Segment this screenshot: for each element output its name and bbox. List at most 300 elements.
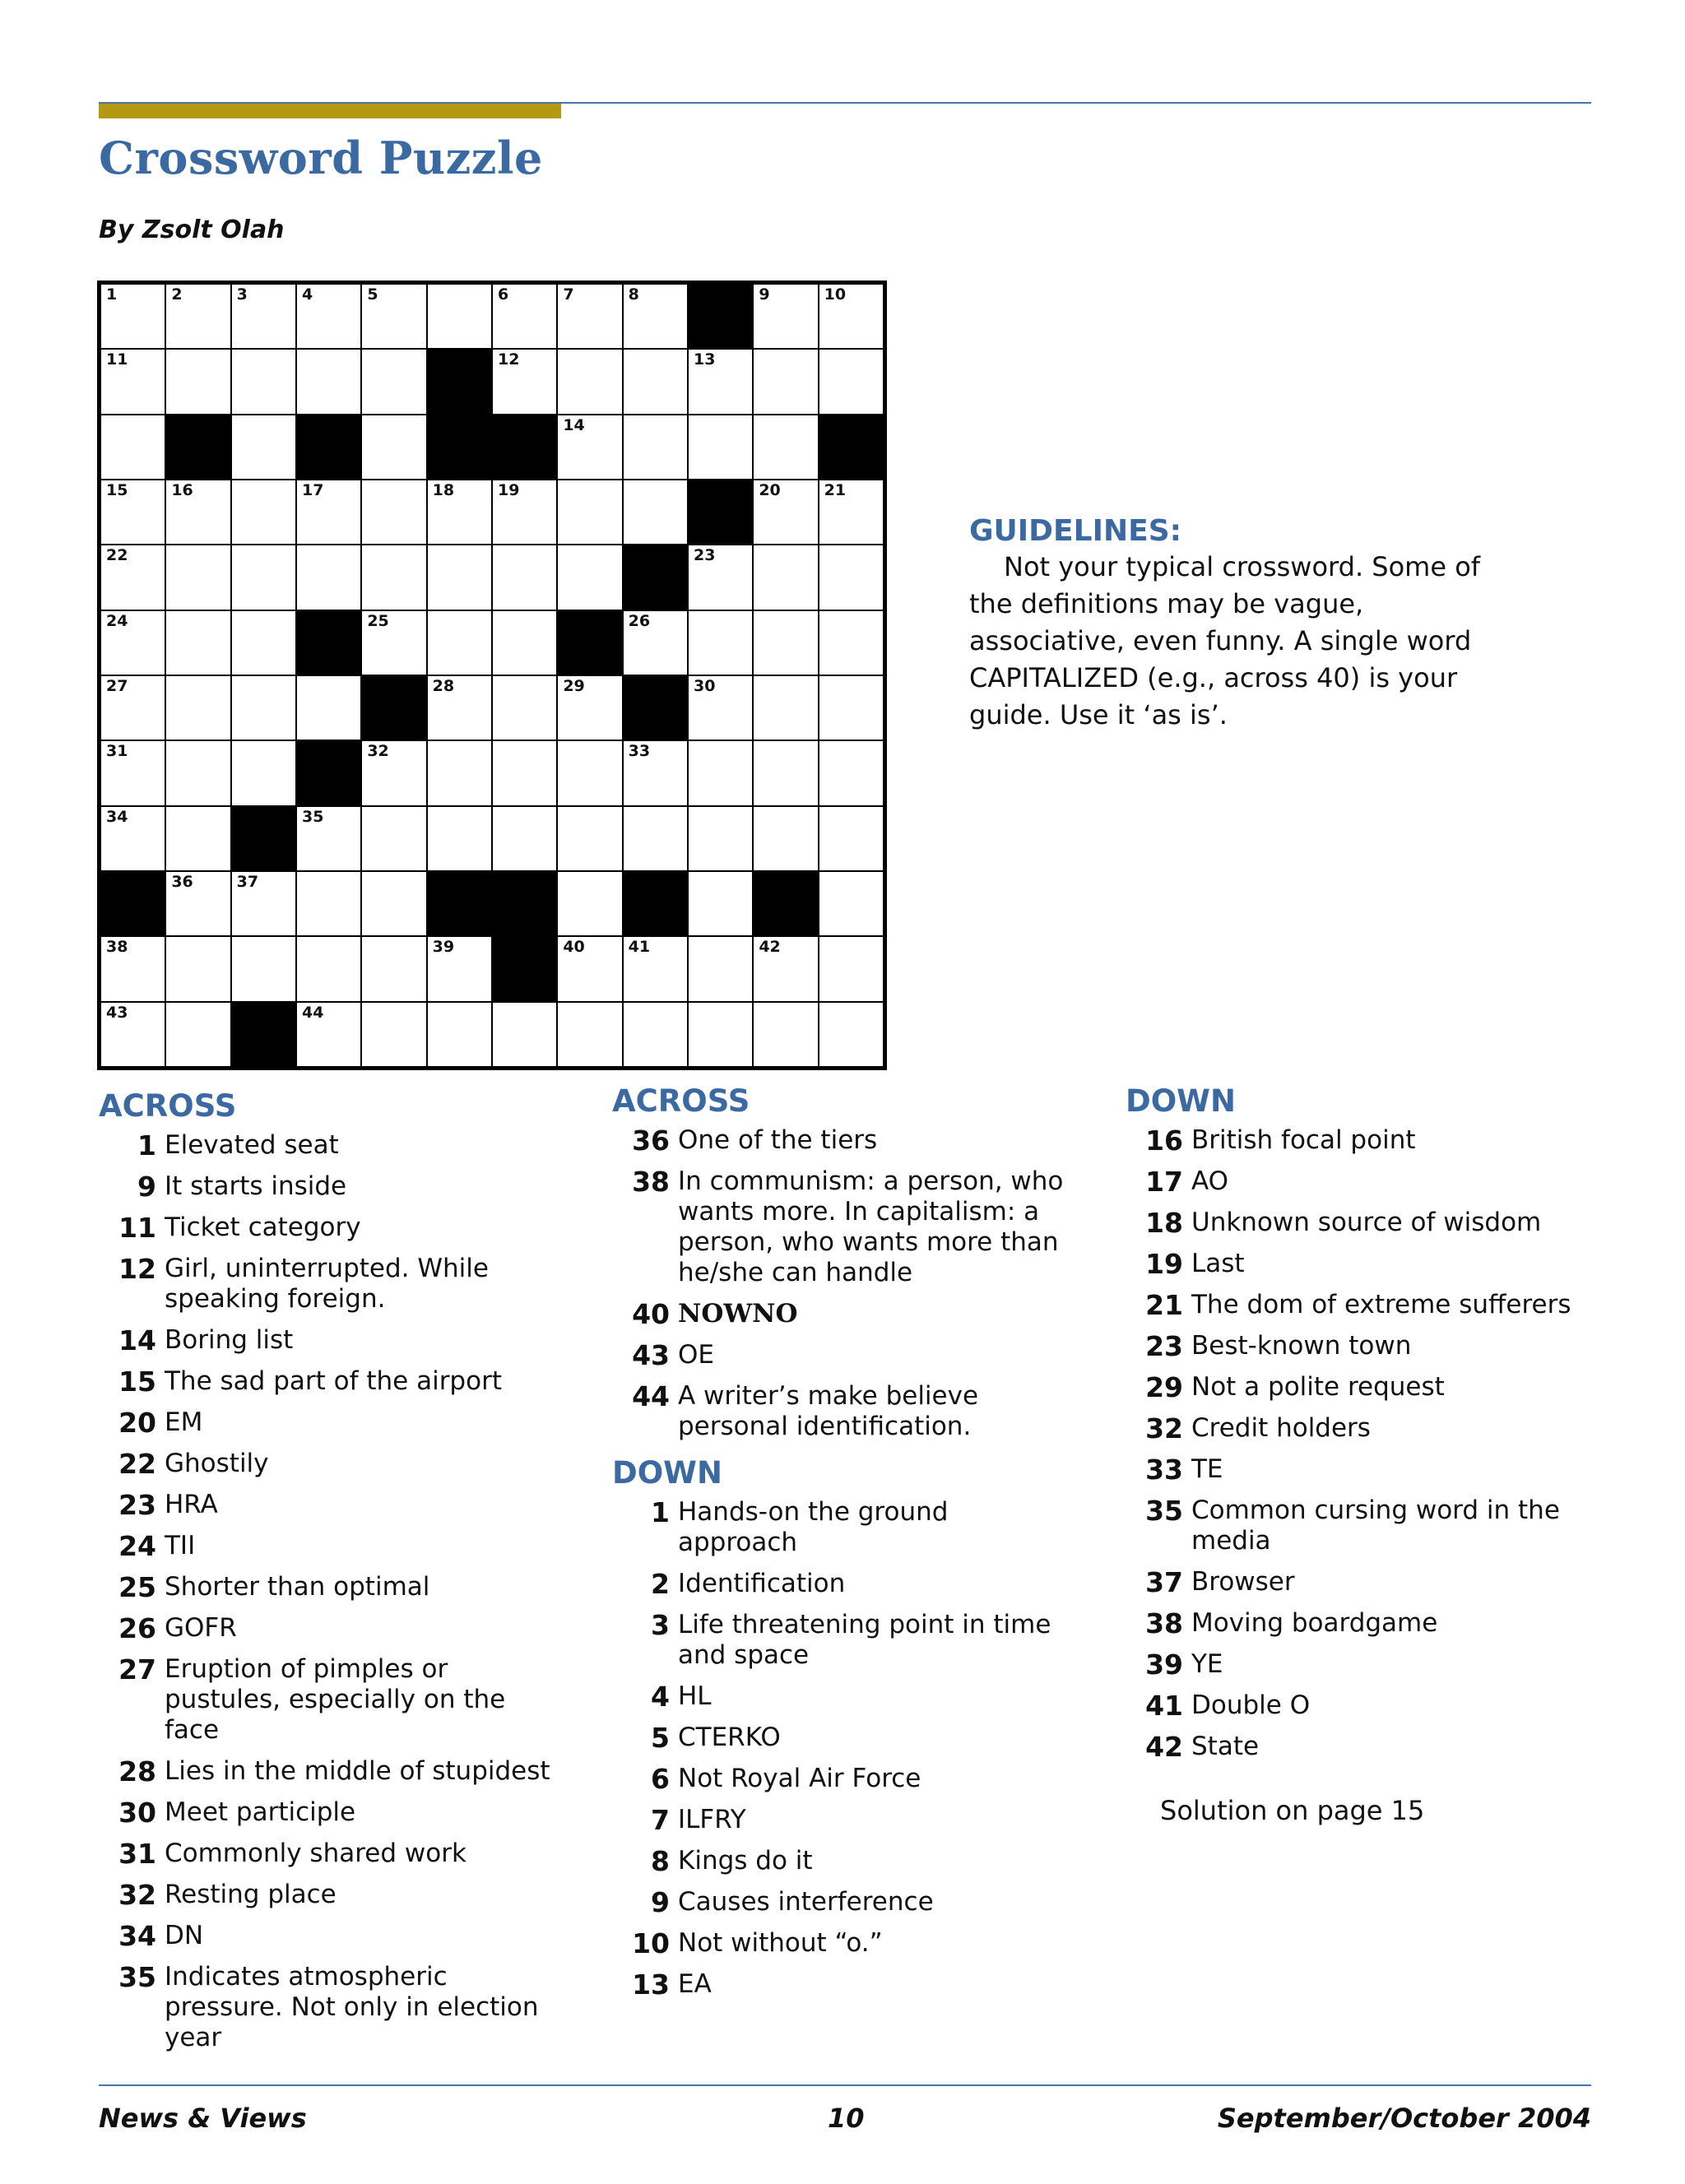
clue-text: One of the tiers: [678, 1125, 878, 1155]
grid-cell-number: 38: [106, 938, 128, 957]
clue-item: [1126, 1567, 1586, 1597]
grid-cell-black: [624, 676, 687, 740]
clue-number: 35: [1145, 1495, 1183, 1527]
grid-cell[interactable]: [101, 350, 165, 413]
clue-item: [612, 1764, 1073, 1794]
clue-number: 8: [651, 1845, 670, 1877]
footer-publication: News & Views: [99, 2103, 307, 2134]
grid-cell[interactable]: [362, 741, 425, 805]
grid-cell[interactable]: [362, 611, 425, 675]
grid-cell[interactable]: [819, 1003, 883, 1066]
grid-cell-number: 40: [563, 938, 585, 957]
clue-text: TE: [1191, 1454, 1223, 1484]
clue-item: [612, 1569, 1073, 1599]
grid-cell[interactable]: [166, 872, 230, 935]
grid-cell-number: 39: [432, 938, 455, 957]
clue-text: State: [1191, 1732, 1260, 1761]
grid-cell[interactable]: [754, 480, 817, 544]
clue-text: Shorter than optimal: [165, 1572, 430, 1602]
grid-cell[interactable]: [624, 937, 687, 1000]
clue-number: 12: [118, 1253, 156, 1285]
grid-cell[interactable]: [232, 937, 295, 1000]
grid-cell-number: 2: [171, 285, 183, 304]
clue-number: 21: [1145, 1289, 1183, 1321]
grid-cell[interactable]: [819, 285, 883, 348]
clue-number: 36: [632, 1124, 670, 1157]
grid-cell-number: 19: [498, 481, 520, 499]
grid-cell[interactable]: [754, 807, 817, 870]
clue-item: [1126, 1454, 1586, 1485]
clue-item: [612, 1723, 1073, 1753]
clue-text: CTERKO: [678, 1723, 781, 1752]
clue-item: [612, 1340, 1073, 1370]
clue-number: 39: [1145, 1648, 1183, 1681]
grid-cell-black: [166, 415, 230, 479]
grid-cell-number: 25: [367, 611, 389, 630]
grid-cell[interactable]: [166, 480, 230, 544]
grid-cell[interactable]: [297, 807, 360, 870]
grid-cell[interactable]: [362, 872, 425, 935]
grid-cell-number: 10: [824, 285, 847, 304]
clue-text: Unknown source of wisdom: [1191, 1208, 1542, 1237]
clue-number: 31: [118, 1838, 156, 1870]
clue-text: Best-known town: [1191, 1331, 1412, 1361]
clue-number: 9: [651, 1886, 670, 1918]
grid-cell[interactable]: [493, 350, 556, 413]
clue-item: [99, 1366, 559, 1397]
grid-cell[interactable]: [362, 545, 425, 609]
clue-item: [612, 1928, 1073, 1959]
clue-text: Kings do it: [678, 1846, 813, 1876]
clue-text: HL: [678, 1681, 712, 1711]
grid-cell-number: 13: [694, 350, 716, 369]
clue-text: A writer’s make believe personal identification.: [678, 1381, 979, 1441]
clue-text: Life threatening point in time and space: [678, 1610, 1051, 1670]
grid-cell[interactable]: [493, 807, 556, 870]
grid-cell-number: 16: [171, 481, 193, 499]
grid-cell[interactable]: [558, 415, 621, 479]
grid-cell[interactable]: [754, 676, 817, 740]
grid-cell[interactable]: [362, 285, 425, 348]
clue-item: [99, 1407, 559, 1438]
footer-rule: [99, 2084, 1591, 2086]
grid-cell[interactable]: [166, 1003, 230, 1066]
grid-cell[interactable]: [689, 807, 752, 870]
clue-number: 33: [1145, 1454, 1183, 1486]
clue-number: 18: [1145, 1207, 1183, 1239]
clue-text: EA: [678, 1969, 712, 1999]
clue-text: Lies in the middle of stupidest: [165, 1756, 550, 1786]
grid-cell[interactable]: [493, 545, 556, 609]
grid-cell[interactable]: [689, 415, 752, 479]
grid-cell-number: 1: [106, 285, 118, 304]
clue-number: 3: [651, 1609, 670, 1641]
grid-cell[interactable]: [689, 872, 752, 935]
across-clue-list-continued: [612, 1125, 1073, 1442]
grid-cell[interactable]: [754, 741, 817, 805]
grid-cell-number: 6: [498, 285, 509, 304]
grid-cell-black: [624, 872, 687, 935]
clue-item: [99, 1756, 559, 1787]
grid-cell[interactable]: [166, 545, 230, 609]
grid-cell[interactable]: [101, 545, 165, 609]
clue-number: 43: [632, 1339, 670, 1371]
grid-cell-black: [493, 415, 556, 479]
grid-cell[interactable]: [754, 415, 817, 479]
clue-text: EM: [165, 1407, 203, 1437]
grid-cell[interactable]: [428, 937, 491, 1000]
grid-cell-number: 5: [367, 285, 378, 304]
clue-item: [99, 1130, 559, 1161]
grid-cell-black: [232, 807, 295, 870]
grid-cell-black: [558, 611, 621, 675]
grid-cell[interactable]: [558, 350, 621, 413]
grid-cell[interactable]: [297, 285, 360, 348]
grid-cell[interactable]: [362, 350, 425, 413]
clue-item: [612, 1125, 1073, 1156]
grid-cell[interactable]: [819, 480, 883, 544]
grid-cell[interactable]: [819, 872, 883, 935]
grid-cell[interactable]: [428, 545, 491, 609]
grid-cell[interactable]: [493, 285, 556, 348]
grid-cell[interactable]: [819, 350, 883, 413]
clue-item: [99, 1531, 559, 1561]
down-clue-list-continued: [1126, 1125, 1586, 1762]
grid-cell-number: 30: [694, 677, 716, 695]
grid-cell-number: 9: [759, 285, 770, 304]
grid-cell[interactable]: [297, 480, 360, 544]
grid-cell[interactable]: [624, 350, 687, 413]
grid-cell-black: [428, 415, 491, 479]
grid-cell[interactable]: [558, 872, 621, 935]
clue-number: 14: [118, 1324, 156, 1356]
clue-item: [1126, 1331, 1586, 1361]
clue-item: [612, 1381, 1073, 1442]
clue-item: [1126, 1208, 1586, 1238]
grid-cell-number: 3: [236, 285, 248, 304]
clue-text: The dom of extreme sufferers: [1191, 1290, 1571, 1319]
clue-item: [99, 1572, 559, 1602]
grid-cell[interactable]: [428, 480, 491, 544]
clue-item: [612, 1805, 1073, 1835]
grid-cell-number: 32: [367, 742, 389, 761]
clue-number: 25: [118, 1571, 156, 1603]
grid-cell-number: 28: [432, 677, 455, 695]
clue-text: Meet participle: [165, 1797, 356, 1827]
clue-text: YE: [1191, 1649, 1223, 1679]
clue-text: Credit holders: [1191, 1413, 1371, 1443]
grid-cell[interactable]: [101, 1003, 165, 1066]
grid-cell-black: [362, 676, 425, 740]
grid-cell[interactable]: [101, 285, 165, 348]
clue-item: [1126, 1608, 1586, 1639]
grid-cell-number: 26: [628, 611, 651, 630]
down-clue-list: [612, 1497, 1073, 2000]
grid-cell[interactable]: [362, 480, 425, 544]
clue-number: 28: [118, 1755, 156, 1788]
grid-cell[interactable]: [624, 1003, 687, 1066]
clue-text: DN: [165, 1921, 204, 1950]
clue-text: Hands-on the ground approach: [678, 1497, 949, 1557]
clue-item: [1126, 1649, 1586, 1680]
clue-number: 42: [1145, 1731, 1183, 1763]
guidelines-heading: GUIDELINES:: [969, 514, 1182, 548]
grid-cell-number: 11: [106, 350, 128, 369]
grid-cell[interactable]: [232, 741, 295, 805]
clue-number: 16: [1145, 1124, 1183, 1157]
grid-cell[interactable]: [362, 1003, 425, 1066]
grid-cell[interactable]: [297, 937, 360, 1000]
grid-cell[interactable]: [232, 545, 295, 609]
grid-cell[interactable]: [362, 415, 425, 479]
grid-cell-number: 15: [106, 481, 128, 499]
across-clue-list: [99, 1130, 559, 2053]
clue-number: 6: [651, 1763, 670, 1795]
clue-text: In communism: a person, who wants more. In capitalism: a person, who wants more than he/she can handle: [678, 1166, 1064, 1287]
clue-item: [99, 1654, 559, 1746]
clue-item: [612, 1846, 1073, 1876]
grid-cell[interactable]: [819, 937, 883, 1000]
guidelines-body: Not your typical crossword. Some of the definitions may be vague, associative, even funny. A single word CAPITALIZED (e.g., across 40) is your guide. Use it ‘as is’.: [969, 551, 1481, 730]
grid-cell[interactable]: [624, 741, 687, 805]
grid-cell[interactable]: [166, 350, 230, 413]
grid-cell[interactable]: [493, 1003, 556, 1066]
clue-item: [1126, 1166, 1586, 1197]
clue-item: [1126, 1495, 1586, 1556]
grid-cell-black: [624, 545, 687, 609]
grid-cell[interactable]: [819, 611, 883, 675]
grid-cell-number: 33: [628, 742, 651, 761]
grid-cell-number: 34: [106, 807, 128, 826]
grid-cell[interactable]: [428, 285, 491, 348]
clue-text: Resting place: [165, 1880, 337, 1909]
grid-cell[interactable]: [232, 285, 295, 348]
grid-cell-black: [297, 415, 360, 479]
grid-cell[interactable]: [101, 611, 165, 675]
clue-text: Last: [1191, 1249, 1245, 1278]
clue-column-1: [99, 1086, 559, 2064]
clue-number: 4: [651, 1681, 670, 1713]
grid-cell[interactable]: [493, 741, 556, 805]
page-title: Crossword Puzzle: [99, 132, 543, 184]
clue-text: British focal point: [1191, 1125, 1416, 1155]
clue-number: 26: [118, 1612, 156, 1644]
grid-cell[interactable]: [101, 480, 165, 544]
grid-cell[interactable]: [428, 676, 491, 740]
grid-cell[interactable]: [166, 676, 230, 740]
grid-cell[interactable]: [428, 807, 491, 870]
grid-cell[interactable]: [624, 807, 687, 870]
grid-cell-number: 23: [694, 546, 716, 565]
grid-cell[interactable]: [624, 480, 687, 544]
grid-cell[interactable]: [297, 872, 360, 935]
grid-cell[interactable]: [297, 676, 360, 740]
grid-cell[interactable]: [689, 676, 752, 740]
clue-number: 27: [118, 1653, 156, 1686]
grid-cell-black: [493, 937, 556, 1000]
grid-cell[interactable]: [232, 872, 295, 935]
grid-cell[interactable]: [754, 611, 817, 675]
clue-text: Moving boardgame: [1191, 1608, 1438, 1638]
grid-cell[interactable]: [689, 937, 752, 1000]
grid-cell[interactable]: [558, 545, 621, 609]
clue-text: Ghostily: [165, 1449, 269, 1478]
clue-number: 35: [118, 1961, 156, 1993]
clue-number: 11: [118, 1212, 156, 1244]
grid-cell[interactable]: [428, 1003, 491, 1066]
clue-item: [99, 1613, 559, 1644]
clue-item: [99, 1962, 559, 2053]
grid-cell[interactable]: [493, 480, 556, 544]
clue-text: HRA: [165, 1490, 218, 1519]
grid-cell[interactable]: [232, 415, 295, 479]
clue-text: AO: [1191, 1166, 1229, 1196]
grid-cell[interactable]: [166, 285, 230, 348]
grid-cell[interactable]: [819, 807, 883, 870]
grid-cell[interactable]: [101, 415, 165, 479]
grid-cell[interactable]: [428, 611, 491, 675]
grid-cell[interactable]: [689, 741, 752, 805]
grid-cell[interactable]: [166, 807, 230, 870]
grid-cell-black: [689, 480, 752, 544]
down-heading-continued: DOWN: [1126, 1083, 1236, 1119]
clue-text: Not a polite request: [1191, 1372, 1445, 1402]
grid-cell[interactable]: [754, 545, 817, 609]
grid-cell[interactable]: [232, 350, 295, 413]
clue-item: [99, 1171, 559, 1202]
clue-number: 5: [651, 1722, 670, 1754]
clue-item: [612, 1969, 1073, 2000]
grid-cell[interactable]: [689, 545, 752, 609]
clue-item: [1126, 1249, 1586, 1279]
grid-cell-number: 17: [302, 481, 324, 499]
grid-cell-number: 41: [628, 938, 651, 957]
footer-date: September/October 2004: [1217, 2103, 1591, 2134]
clue-text: Elevated seat: [165, 1130, 339, 1160]
grid-cell-number: 37: [236, 873, 259, 891]
clue-number: 20: [118, 1407, 156, 1439]
clue-number: 15: [118, 1366, 156, 1398]
clue-number: 23: [118, 1489, 156, 1521]
grid-cell[interactable]: [754, 937, 817, 1000]
grid-cell-number: 20: [759, 481, 781, 499]
grid-cell-black: [232, 1003, 295, 1066]
grid-cell[interactable]: [101, 676, 165, 740]
grid-cell[interactable]: [624, 285, 687, 348]
grid-cell-number: 43: [106, 1003, 128, 1022]
grid-cell[interactable]: [754, 285, 817, 348]
grid-cell[interactable]: [689, 611, 752, 675]
grid-cell[interactable]: [101, 741, 165, 805]
clue-number: 30: [118, 1797, 156, 1829]
clue-item: [612, 1299, 1073, 1329]
clue-text: NOWNO: [678, 1299, 798, 1328]
grid-cell[interactable]: [624, 415, 687, 479]
grid-cell-number: 24: [106, 611, 128, 630]
across-heading: ACROSS: [99, 1088, 237, 1124]
clue-number: 13: [632, 1968, 670, 2001]
clue-text: Not without “o.”: [678, 1928, 883, 1958]
grid-cell[interactable]: [166, 937, 230, 1000]
grid-cell[interactable]: [558, 285, 621, 348]
grid-cell[interactable]: [232, 676, 295, 740]
clue-number: 32: [1145, 1412, 1183, 1444]
grid-cell[interactable]: [754, 350, 817, 413]
grid-cell[interactable]: [558, 676, 621, 740]
grid-cell-number: 21: [824, 481, 847, 499]
clue-item: [612, 1610, 1073, 1671]
clue-number: 1: [137, 1129, 156, 1162]
grid-cell-number: 31: [106, 742, 128, 761]
grid-cell-black: [297, 741, 360, 805]
grid-cell-number: 29: [563, 677, 585, 695]
grid-cell[interactable]: [101, 937, 165, 1000]
clue-item: [99, 1449, 559, 1479]
grid-cell[interactable]: [297, 545, 360, 609]
grid-cell[interactable]: [819, 676, 883, 740]
clue-item: [1126, 1372, 1586, 1403]
grid-cell[interactable]: [689, 1003, 752, 1066]
clue-number: 34: [118, 1920, 156, 1952]
grid-cell[interactable]: [819, 741, 883, 805]
grid-cell[interactable]: [558, 937, 621, 1000]
grid-cell[interactable]: [754, 1003, 817, 1066]
grid-cell[interactable]: [624, 611, 687, 675]
grid-cell[interactable]: [558, 741, 621, 805]
clue-text: Indicates atmospheric pressure. Not only in election year: [165, 1962, 539, 2052]
clue-text: Girl, uninterrupted. While speaking foreign.: [165, 1254, 489, 1314]
grid-cell-number: 42: [759, 938, 781, 957]
grid-cell[interactable]: [101, 807, 165, 870]
clue-text: Double O: [1191, 1690, 1311, 1720]
clue-text: Commonly shared work: [165, 1839, 467, 1868]
grid-cell[interactable]: [297, 350, 360, 413]
grid-cell[interactable]: [232, 611, 295, 675]
clue-number: 17: [1145, 1166, 1183, 1198]
clue-item: [1126, 1125, 1586, 1156]
grid-cell[interactable]: [558, 807, 621, 870]
grid-cell[interactable]: [362, 807, 425, 870]
grid-cell[interactable]: [362, 937, 425, 1000]
grid-cell-black: [493, 872, 556, 935]
clue-number: 7: [651, 1804, 670, 1836]
grid-cell[interactable]: [689, 350, 752, 413]
grid-cell-number: 35: [302, 807, 324, 826]
clue-text: ILFRY: [678, 1805, 746, 1834]
grid-cell[interactable]: [558, 480, 621, 544]
grid-cell-number: 22: [106, 546, 128, 565]
grid-cell[interactable]: [166, 611, 230, 675]
clue-number: 29: [1145, 1371, 1183, 1403]
grid-cell[interactable]: [493, 611, 556, 675]
clue-number: 24: [118, 1530, 156, 1562]
grid-cell-number: 18: [432, 481, 455, 499]
grid-cell[interactable]: [232, 480, 295, 544]
grid-cell[interactable]: [558, 1003, 621, 1066]
clue-number: 38: [1145, 1607, 1183, 1639]
grid-cell[interactable]: [819, 545, 883, 609]
grid-cell[interactable]: [428, 741, 491, 805]
grid-cell[interactable]: [166, 741, 230, 805]
grid-cell[interactable]: [493, 676, 556, 740]
clue-text: Boring list: [165, 1325, 294, 1355]
clue-column-3: [1126, 1081, 1586, 1826]
grid-cell-number: 44: [302, 1003, 324, 1022]
clue-item: [99, 1921, 559, 1951]
clue-number: 40: [632, 1298, 670, 1330]
grid-cell[interactable]: [297, 1003, 360, 1066]
across-heading-continued: ACROSS: [612, 1083, 750, 1119]
